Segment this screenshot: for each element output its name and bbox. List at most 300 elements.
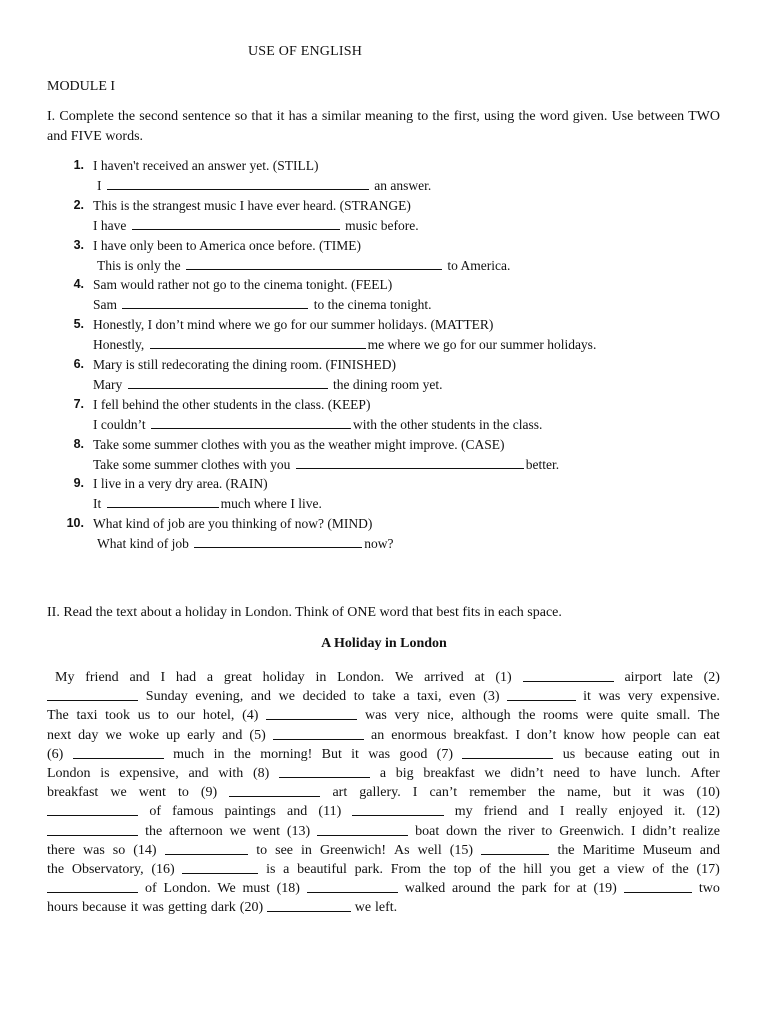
passage-word: eating bbox=[638, 746, 673, 762]
answer-suffix: to the cinema tonight. bbox=[310, 297, 432, 313]
section-2-instruction: II. Read the text about a holiday in London. Think of ONE word that best fits in each space. bbox=[47, 605, 562, 620]
passage-word: it bbox=[642, 785, 651, 801]
passage-word: the bbox=[671, 861, 689, 877]
passage-word: the bbox=[518, 708, 536, 724]
passage-word: and bbox=[250, 689, 272, 705]
passage-word: very bbox=[627, 689, 653, 705]
passage-word: we bbox=[105, 727, 122, 743]
passage-word: can’t bbox=[429, 785, 458, 801]
answer-prefix: What kind of job bbox=[97, 536, 193, 552]
passage-word: the bbox=[428, 861, 446, 877]
passage-word: paintings bbox=[224, 804, 276, 820]
answer-suffix: better. bbox=[525, 456, 560, 472]
section-1-instruction: I. Complete the second sentence so that it has a similar meaning to the first, using the word given. Use between TWO and FIVE words. bbox=[47, 109, 720, 144]
passage-word: a bbox=[379, 765, 387, 781]
answer-prefix: Mary bbox=[93, 376, 126, 392]
passage-word: hotel, bbox=[202, 708, 235, 724]
passage-word: I bbox=[559, 804, 565, 820]
passage-word: it bbox=[130, 900, 139, 916]
item-number: 5. bbox=[73, 317, 84, 332]
passage-word: remember bbox=[469, 785, 526, 801]
passage-word: can bbox=[677, 727, 697, 743]
passage-word: early bbox=[187, 727, 216, 743]
passage-word: know bbox=[563, 727, 595, 743]
passage-word: (6) bbox=[47, 746, 64, 762]
passage-word: park bbox=[521, 881, 547, 897]
passage-word: people bbox=[632, 727, 671, 743]
passage-word: to bbox=[177, 785, 189, 801]
passage-word: Greenwich. bbox=[559, 823, 625, 839]
exercise-item bbox=[47, 276, 727, 316]
passage-word: name, bbox=[567, 785, 601, 801]
passage-word: was bbox=[598, 689, 621, 705]
passage-line bbox=[47, 726, 720, 745]
item-question: Honestly, I don’t mind where we go for our summer holidays. (MATTER) bbox=[93, 317, 494, 333]
item-answer-line bbox=[97, 256, 510, 275]
passage-word: and bbox=[699, 842, 720, 858]
passage-word: airport bbox=[624, 670, 662, 685]
item-answer-line bbox=[97, 176, 431, 195]
answer-suffix: to America. bbox=[444, 257, 511, 273]
item-number: 2. bbox=[73, 197, 84, 212]
passage-word: we bbox=[229, 823, 246, 839]
gap-blank[interactable] bbox=[273, 726, 364, 740]
gap-blank[interactable] bbox=[267, 898, 351, 912]
gap-blank[interactable] bbox=[47, 802, 138, 816]
passage-word: breakfast. bbox=[453, 727, 509, 743]
item-answer-line bbox=[93, 415, 542, 434]
passage-word: but bbox=[613, 785, 631, 801]
gap-blank[interactable] bbox=[73, 745, 164, 759]
passage-word: I bbox=[630, 823, 636, 839]
cloze-passage bbox=[47, 668, 720, 917]
passage-line bbox=[47, 745, 720, 764]
item-question: I have only been to America once before. (TIME) bbox=[93, 237, 362, 253]
passage-word: small. bbox=[656, 708, 691, 724]
passage-word: the bbox=[498, 861, 516, 877]
item-number: 9. bbox=[73, 476, 84, 491]
passage-word: much bbox=[173, 746, 205, 762]
answer-blank[interactable] bbox=[194, 534, 362, 548]
answer-suffix: an answer. bbox=[370, 178, 432, 193]
passage-line bbox=[47, 764, 720, 783]
passage-word: river bbox=[508, 823, 535, 839]
passage-word: (3) bbox=[483, 689, 500, 705]
passage-word: The bbox=[47, 708, 69, 724]
passage-word: top bbox=[453, 861, 472, 877]
passage-line bbox=[47, 898, 720, 917]
gap-blank[interactable] bbox=[307, 879, 398, 893]
item-answer-line bbox=[93, 216, 419, 235]
answer-prefix: Sam bbox=[93, 297, 121, 313]
passage-word: very bbox=[394, 708, 420, 724]
passage-word: to bbox=[157, 708, 169, 724]
passage-word: London. bbox=[337, 670, 385, 685]
item-number: 1. bbox=[73, 158, 84, 172]
passage-word: quite bbox=[620, 708, 649, 724]
passage-word: our bbox=[176, 708, 196, 724]
answer-prefix: I couldn’t bbox=[93, 416, 149, 432]
passage-word: a bbox=[283, 861, 290, 877]
passage-word: a bbox=[603, 861, 610, 877]
passage-word: two bbox=[698, 881, 720, 897]
passage-word: the bbox=[538, 785, 556, 801]
passage-word: it. bbox=[674, 804, 686, 820]
passage-word: getting bbox=[168, 900, 207, 916]
passage-word: beautiful bbox=[297, 861, 347, 877]
passage-word: and bbox=[129, 670, 150, 685]
passage-word: of bbox=[652, 861, 664, 877]
passage-word: (1) bbox=[495, 670, 512, 685]
passage-word: really bbox=[575, 804, 608, 820]
answer-blank[interactable] bbox=[296, 455, 524, 469]
passage-word: good bbox=[399, 746, 428, 762]
answer-prefix: I have bbox=[93, 217, 130, 233]
answer-blank[interactable] bbox=[128, 375, 328, 389]
passage-word: evening, bbox=[195, 689, 244, 705]
passage-word: gallery. bbox=[359, 785, 401, 801]
transformation-items bbox=[47, 157, 727, 555]
answer-prefix: It bbox=[93, 496, 105, 512]
answer-blank[interactable] bbox=[122, 295, 308, 309]
passage-word: breakfast bbox=[423, 765, 475, 781]
item-question: This is the strangest music I have ever heard. (STRANGE) bbox=[93, 197, 411, 213]
passage-word: so bbox=[112, 842, 126, 858]
passage-word: walked bbox=[404, 881, 446, 897]
passage-word: hill bbox=[523, 861, 543, 877]
passage-word: (2) bbox=[703, 670, 720, 685]
passage-word: Museum bbox=[642, 842, 692, 858]
passage-word: (4) bbox=[242, 708, 259, 724]
passage-word: and bbox=[528, 804, 549, 820]
item-question: I live in a very dry area. (RAIN) bbox=[93, 476, 268, 492]
passage-word: (8) bbox=[252, 765, 270, 781]
gap-blank[interactable] bbox=[266, 706, 357, 720]
passage-word: to bbox=[589, 765, 601, 781]
passage-word: the bbox=[47, 861, 65, 877]
exercise-item bbox=[47, 475, 727, 515]
passage-word: London bbox=[47, 765, 91, 781]
passage-word: get bbox=[578, 861, 596, 877]
passage-word: lunch. bbox=[646, 765, 681, 781]
gap-blank[interactable] bbox=[165, 841, 249, 855]
passage-word: But bbox=[321, 746, 342, 762]
passage-word: (17) bbox=[696, 861, 720, 877]
passage-word: of bbox=[149, 804, 162, 820]
passage-word: friend bbox=[85, 670, 119, 685]
passage-word: hours bbox=[47, 900, 79, 916]
passage-word: out bbox=[681, 746, 700, 762]
passage-word: took bbox=[105, 708, 131, 724]
passage-line bbox=[47, 879, 720, 898]
exercise-item bbox=[47, 237, 727, 277]
item-number: 8. bbox=[73, 436, 84, 451]
answer-suffix: the dining room yet. bbox=[329, 376, 443, 392]
answer-blank[interactable] bbox=[150, 335, 366, 349]
passage-word: (18) bbox=[276, 881, 300, 897]
passage-word: don’t bbox=[527, 727, 557, 743]
passage-word: at bbox=[474, 670, 485, 685]
passage-word: went bbox=[138, 785, 166, 801]
passage-word: is bbox=[266, 861, 276, 877]
exercise-item bbox=[47, 515, 727, 555]
passage-word: and bbox=[188, 765, 209, 781]
gap-blank[interactable] bbox=[352, 802, 443, 816]
passage-word: with bbox=[218, 765, 244, 781]
passage-word: it bbox=[351, 746, 359, 762]
item-number: 4. bbox=[73, 277, 84, 292]
passage-word: enjoyed bbox=[618, 804, 663, 820]
passage-word: view bbox=[617, 861, 645, 877]
passage-word: (11) bbox=[318, 804, 342, 820]
answer-suffix: me where we go for our summer holidays. bbox=[367, 337, 597, 353]
passage-word: in bbox=[213, 746, 225, 762]
passage-line bbox=[47, 706, 720, 725]
item-answer-line bbox=[93, 295, 432, 314]
passage-word: a bbox=[206, 670, 214, 685]
item-answer-line bbox=[93, 335, 596, 354]
item-question: What kind of job are you thinking of now? (MIND) bbox=[93, 516, 373, 532]
exercise-item bbox=[47, 157, 727, 197]
answer-blank[interactable] bbox=[151, 415, 351, 429]
passage-word: day bbox=[78, 727, 99, 743]
item-question: Mary is still redecorating the dining room. (FINISHED) bbox=[93, 356, 396, 372]
answer-blank[interactable] bbox=[132, 216, 340, 230]
passage-word: went bbox=[252, 823, 280, 839]
passage-word: the bbox=[484, 823, 502, 839]
passage-word: nice, bbox=[427, 708, 454, 724]
passage-word: great bbox=[223, 670, 252, 685]
passage-word: didn’t bbox=[510, 765, 544, 781]
passage-word: realize bbox=[682, 823, 720, 839]
passage-word: As bbox=[394, 842, 410, 858]
passage-word: park. bbox=[354, 861, 383, 877]
passage-line bbox=[47, 687, 720, 706]
gap-blank[interactable] bbox=[182, 860, 258, 874]
passage-word: boat bbox=[415, 823, 440, 839]
passage-word: From bbox=[390, 861, 422, 877]
passage-word: the bbox=[233, 746, 251, 762]
passage-word: woke bbox=[128, 727, 160, 743]
gap-blank[interactable] bbox=[47, 822, 138, 836]
passage-word: friend bbox=[483, 804, 518, 820]
passage-word: us bbox=[137, 708, 151, 724]
exercise-item bbox=[47, 396, 727, 436]
gap-blank[interactable] bbox=[507, 687, 575, 701]
passage-word: and bbox=[287, 804, 308, 820]
passage-word: (7) bbox=[436, 746, 453, 762]
gap-blank[interactable] bbox=[47, 687, 138, 701]
gap-blank[interactable] bbox=[229, 783, 320, 797]
gap-blank[interactable] bbox=[481, 841, 549, 855]
passage-word: see bbox=[275, 842, 294, 858]
item-question: I fell behind the other students in the class. (KEEP) bbox=[93, 396, 371, 412]
passage-word: London. bbox=[163, 881, 211, 897]
document-title: USE OF ENGLISH bbox=[247, 44, 363, 59]
passage-word: in bbox=[301, 842, 312, 858]
item-answer-line bbox=[97, 534, 393, 553]
answer-blank[interactable] bbox=[107, 494, 219, 508]
item-number: 3. bbox=[73, 237, 84, 252]
gap-blank[interactable] bbox=[523, 668, 614, 682]
passage-word: (14) bbox=[133, 842, 157, 858]
exercise-item bbox=[47, 436, 727, 476]
answer-prefix: Honestly, bbox=[93, 337, 148, 353]
exercise-item bbox=[47, 356, 727, 396]
passage-word: I bbox=[515, 727, 520, 743]
passage-word: My bbox=[55, 670, 75, 685]
gap-blank[interactable] bbox=[47, 879, 138, 893]
answer-suffix: much where I live. bbox=[220, 496, 322, 512]
item-question: I haven't received an answer yet. (STILL) bbox=[93, 158, 319, 173]
passage-word: taxi bbox=[76, 708, 98, 724]
passage-word: around bbox=[452, 881, 491, 897]
passage-line bbox=[47, 822, 720, 841]
passage-word: left. bbox=[375, 900, 398, 916]
passage-title: A Holiday in London bbox=[321, 636, 447, 651]
passage-word: was bbox=[365, 708, 387, 724]
exercise-item bbox=[47, 197, 727, 237]
passage-word: (5) bbox=[249, 727, 266, 743]
passage-line bbox=[47, 802, 720, 821]
passage-line bbox=[47, 841, 720, 860]
passage-word: us bbox=[562, 746, 576, 762]
passage-word: to bbox=[256, 842, 268, 858]
answer-suffix: with the other students in the class. bbox=[353, 416, 543, 432]
gap-blank[interactable] bbox=[317, 822, 408, 836]
passage-word: Greenwich! bbox=[319, 842, 387, 858]
module-heading: MODULE I bbox=[47, 79, 116, 94]
passage-word: down bbox=[446, 823, 478, 839]
passage-word: you bbox=[549, 861, 571, 877]
gap-blank[interactable] bbox=[279, 764, 370, 778]
passage-word: (10) bbox=[696, 785, 720, 801]
passage-word: Maritime bbox=[582, 842, 635, 858]
passage-word: After bbox=[690, 765, 720, 781]
passage-word: the bbox=[497, 881, 515, 897]
passage-word: is bbox=[100, 765, 110, 781]
passage-word: Sunday bbox=[145, 689, 188, 705]
passage-word: (19) bbox=[593, 881, 617, 897]
passage-word: taxi, bbox=[417, 689, 442, 705]
passage-word: the bbox=[557, 842, 575, 858]
passage-word: enormous bbox=[391, 727, 447, 743]
passage-word: need bbox=[553, 765, 580, 781]
passage-word: to bbox=[353, 689, 365, 705]
passage-word: was bbox=[368, 746, 391, 762]
passage-word: morning! bbox=[260, 746, 313, 762]
passage-line bbox=[47, 668, 720, 687]
answer-prefix: This is only the bbox=[97, 257, 184, 273]
passage-word: dark bbox=[210, 900, 236, 916]
passage-word: afternoon bbox=[169, 823, 223, 839]
passage-word: famous bbox=[172, 804, 214, 820]
passage-word: must bbox=[242, 881, 270, 897]
passage-word: (13) bbox=[286, 823, 311, 839]
item-answer-line bbox=[93, 375, 442, 394]
passage-word: how bbox=[601, 727, 626, 743]
passage-word: an bbox=[370, 727, 385, 743]
passage-word: because bbox=[584, 746, 629, 762]
answer-suffix: now? bbox=[364, 536, 394, 552]
passage-word: I bbox=[160, 670, 166, 685]
passage-word: holiday bbox=[262, 670, 305, 685]
passage-word: we bbox=[354, 900, 372, 916]
exercise-item bbox=[47, 316, 727, 356]
passage-word: decided bbox=[302, 689, 347, 705]
passage-word: in bbox=[315, 670, 327, 685]
passage-word: (15) bbox=[449, 842, 474, 858]
passage-word: Observatory, bbox=[71, 861, 144, 877]
passage-word: We bbox=[217, 881, 236, 897]
passage-word: the bbox=[145, 823, 163, 839]
gap-blank[interactable] bbox=[624, 879, 692, 893]
passage-word: in bbox=[708, 746, 720, 762]
answer-blank[interactable] bbox=[107, 176, 369, 190]
passage-word: well bbox=[417, 842, 442, 858]
item-answer-line bbox=[93, 455, 559, 474]
answer-suffix: music before. bbox=[341, 217, 419, 233]
passage-word: it bbox=[583, 689, 591, 705]
passage-word: (16) bbox=[151, 861, 175, 877]
item-question: Sam would rather not go to the cinema tonight. (FEEL) bbox=[93, 277, 393, 293]
item-number: 6. bbox=[73, 356, 84, 371]
item-number: 7. bbox=[73, 396, 84, 411]
passage-word: eat bbox=[703, 727, 720, 743]
passage-word: for bbox=[553, 881, 570, 897]
passage-word: were bbox=[585, 708, 614, 724]
answer-prefix: Take some summer clothes with you bbox=[93, 456, 294, 472]
passage-word: there bbox=[47, 842, 75, 858]
passage-word: I bbox=[412, 785, 418, 801]
passage-word: breakfast bbox=[47, 785, 99, 801]
passage-word: late bbox=[672, 670, 693, 685]
answer-prefix: I bbox=[97, 178, 105, 193]
passage-word: we bbox=[110, 785, 127, 801]
passage-word: expensive, bbox=[119, 765, 179, 781]
passage-word: was bbox=[83, 842, 105, 858]
item-number: 10. bbox=[66, 516, 84, 531]
passage-word: big bbox=[395, 765, 414, 781]
passage-word: at bbox=[576, 881, 587, 897]
passage-word: we bbox=[484, 765, 501, 781]
passage-line bbox=[47, 860, 720, 879]
item-question: Take some summer clothes with you as the weather might improve. (CASE) bbox=[93, 436, 505, 452]
passage-word: had bbox=[175, 670, 197, 685]
passage-word: (20) bbox=[239, 900, 264, 916]
passage-word: because bbox=[82, 900, 127, 916]
passage-word: arrived bbox=[424, 670, 464, 685]
passage-word: expensive. bbox=[660, 689, 720, 705]
passage-word: (9) bbox=[200, 785, 218, 801]
item-answer-line bbox=[93, 494, 322, 513]
passage-word: of bbox=[479, 861, 491, 877]
passage-word: a bbox=[403, 689, 410, 705]
passage-word: didn’t bbox=[642, 823, 676, 839]
passage-word: of bbox=[145, 881, 157, 897]
answer-blank[interactable] bbox=[186, 256, 442, 270]
passage-word: was bbox=[142, 900, 164, 916]
passage-word: was bbox=[662, 785, 685, 801]
passage-word: to bbox=[541, 823, 553, 839]
passage-word: even bbox=[449, 689, 476, 705]
gap-blank[interactable] bbox=[462, 745, 553, 759]
passage-word: The bbox=[698, 708, 720, 724]
passage-word: rooms bbox=[543, 708, 579, 724]
passage-word: have bbox=[609, 765, 637, 781]
passage-word: art bbox=[332, 785, 348, 801]
passage-word: next bbox=[47, 727, 72, 743]
